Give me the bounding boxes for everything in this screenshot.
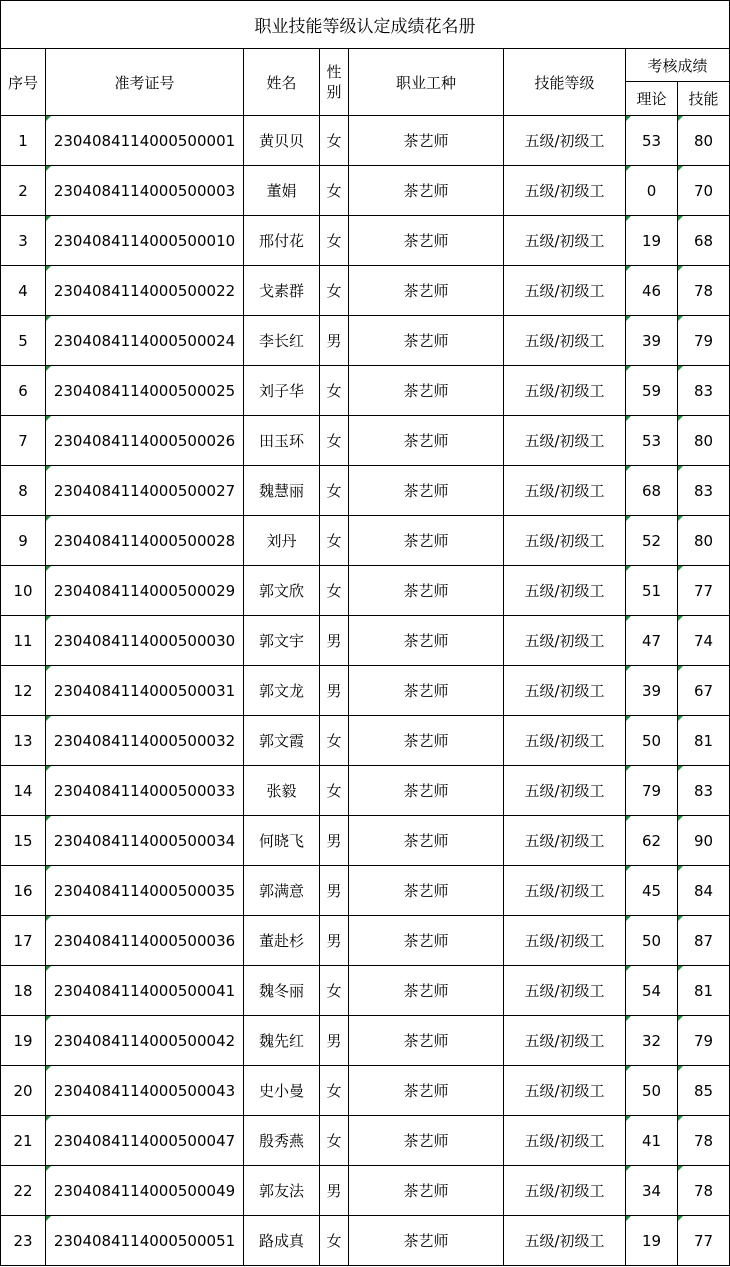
- cell-name: 路成真: [244, 1216, 320, 1266]
- cell-level: 五级/初级工: [504, 1016, 626, 1066]
- cell-theory: 62: [626, 816, 678, 866]
- cell-seq: 8: [1, 466, 46, 516]
- cell-name: 郭文霞: [244, 716, 320, 766]
- cell-seq: 22: [1, 1166, 46, 1216]
- table-row: [1, 166, 730, 216]
- cell-occupation: 茶艺师: [349, 816, 504, 866]
- table-row: [1, 266, 730, 316]
- table-row: [1, 916, 730, 966]
- cell-skill: 83: [678, 466, 730, 516]
- cell-seq: 18: [1, 966, 46, 1016]
- table-row: [1, 216, 730, 266]
- cell-name: 魏先红: [244, 1016, 320, 1066]
- header-level: 技能等级: [504, 49, 626, 116]
- cell-name: 魏冬丽: [244, 966, 320, 1016]
- cell-level: 五级/初级工: [504, 466, 626, 516]
- cell-theory: 19: [626, 1216, 678, 1266]
- cell-theory: 19: [626, 216, 678, 266]
- cell-occupation: 茶艺师: [349, 916, 504, 966]
- cell-occupation: 茶艺师: [349, 1016, 504, 1066]
- cell-sex: 女: [320, 366, 349, 416]
- cell-name: 殷秀燕: [244, 1116, 320, 1166]
- cell-occupation: 茶艺师: [349, 566, 504, 616]
- table-row: [1, 816, 730, 866]
- cell-skill: 85: [678, 1066, 730, 1116]
- cell-level: 五级/初级工: [504, 966, 626, 1016]
- cell-occupation: 茶艺师: [349, 1066, 504, 1116]
- cell-seq: 17: [1, 916, 46, 966]
- cell-name: 黄贝贝: [244, 116, 320, 166]
- cell-name: 郭满意: [244, 866, 320, 916]
- cell-occupation: 茶艺师: [349, 716, 504, 766]
- cell-seq: 14: [1, 766, 46, 816]
- cell-skill: 80: [678, 116, 730, 166]
- cell-sex: 男: [320, 616, 349, 666]
- table-row: [1, 416, 730, 466]
- header-exam-id: 准考证号: [46, 49, 244, 116]
- cell-occupation: 茶艺师: [349, 516, 504, 566]
- cell-theory: 53: [626, 116, 678, 166]
- cell-theory: 39: [626, 666, 678, 716]
- cell-theory: 47: [626, 616, 678, 666]
- cell-seq: 20: [1, 1066, 46, 1116]
- cell-name: 邢付花: [244, 216, 320, 266]
- cell-name: 董娟: [244, 166, 320, 216]
- cell-level: 五级/初级工: [504, 1216, 626, 1266]
- cell-exam-id: 2304084114000500022: [46, 266, 244, 316]
- cell-exam-id: 2304084114000500031: [46, 666, 244, 716]
- cell-level: 五级/初级工: [504, 816, 626, 866]
- cell-name: 田玉环: [244, 416, 320, 466]
- table-row: [1, 1216, 730, 1266]
- cell-exam-id: 2304084114000500034: [46, 816, 244, 866]
- cell-name: 刘子华: [244, 366, 320, 416]
- cell-sex: 男: [320, 916, 349, 966]
- cell-occupation: 茶艺师: [349, 866, 504, 916]
- cell-theory: 79: [626, 766, 678, 816]
- table-row: [1, 366, 730, 416]
- cell-occupation: 茶艺师: [349, 1216, 504, 1266]
- cell-sex: 女: [320, 1216, 349, 1266]
- cell-skill: 77: [678, 1216, 730, 1266]
- cell-level: 五级/初级工: [504, 166, 626, 216]
- cell-sex: 女: [320, 516, 349, 566]
- cell-occupation: 茶艺师: [349, 766, 504, 816]
- cell-sex: 女: [320, 966, 349, 1016]
- header-scores: 考核成绩: [626, 49, 730, 82]
- header-skill: 技能: [678, 82, 730, 116]
- cell-sex: 男: [320, 816, 349, 866]
- cell-name: 李长红: [244, 316, 320, 366]
- header-seq: 序号: [1, 49, 46, 116]
- cell-exam-id: 2304084114000500030: [46, 616, 244, 666]
- cell-name: 史小曼: [244, 1066, 320, 1116]
- cell-seq: 21: [1, 1116, 46, 1166]
- cell-seq: 2: [1, 166, 46, 216]
- cell-occupation: 茶艺师: [349, 616, 504, 666]
- cell-exam-id: 2304084114000500001: [46, 116, 244, 166]
- cell-theory: 54: [626, 966, 678, 1016]
- cell-skill: 79: [678, 316, 730, 366]
- cell-name: 董赴杉: [244, 916, 320, 966]
- cell-occupation: 茶艺师: [349, 266, 504, 316]
- cell-seq: 7: [1, 416, 46, 466]
- cell-skill: 84: [678, 866, 730, 916]
- cell-theory: 50: [626, 716, 678, 766]
- cell-name: 戈素群: [244, 266, 320, 316]
- cell-exam-id: 2304084114000500027: [46, 466, 244, 516]
- cell-level: 五级/初级工: [504, 566, 626, 616]
- cell-level: 五级/初级工: [504, 1066, 626, 1116]
- cell-sex: 女: [320, 166, 349, 216]
- cell-skill: 80: [678, 516, 730, 566]
- cell-theory: 53: [626, 416, 678, 466]
- cell-theory: 46: [626, 266, 678, 316]
- cell-level: 五级/初级工: [504, 616, 626, 666]
- cell-sex: 女: [320, 416, 349, 466]
- cell-exam-id: 2304084114000500025: [46, 366, 244, 416]
- cell-level: 五级/初级工: [504, 216, 626, 266]
- cell-sex: 女: [320, 716, 349, 766]
- cell-seq: 19: [1, 1016, 46, 1066]
- cell-sex: 女: [320, 266, 349, 316]
- table-row: [1, 766, 730, 816]
- cell-theory: 68: [626, 466, 678, 516]
- table-row: [1, 1116, 730, 1166]
- cell-sex: 男: [320, 1166, 349, 1216]
- cell-exam-id: 2304084114000500036: [46, 916, 244, 966]
- page-title: 职业技能等级认定成绩花名册: [1, 1, 730, 49]
- cell-name: 刘丹: [244, 516, 320, 566]
- cell-occupation: 茶艺师: [349, 1116, 504, 1166]
- cell-name: 郭文欣: [244, 566, 320, 616]
- cell-level: 五级/初级工: [504, 266, 626, 316]
- cell-seq: 10: [1, 566, 46, 616]
- cell-exam-id: 2304084114000500049: [46, 1166, 244, 1216]
- cell-skill: 70: [678, 166, 730, 216]
- cell-sex: 男: [320, 866, 349, 916]
- cell-exam-id: 2304084114000500042: [46, 1016, 244, 1066]
- cell-level: 五级/初级工: [504, 666, 626, 716]
- cell-exam-id: 2304084114000500043: [46, 1066, 244, 1116]
- cell-seq: 4: [1, 266, 46, 316]
- cell-seq: 5: [1, 316, 46, 366]
- title-row: [1, 1, 730, 49]
- table-row: [1, 466, 730, 516]
- cell-occupation: 茶艺师: [349, 166, 504, 216]
- table-row: [1, 1066, 730, 1116]
- cell-exam-id: 2304084114000500026: [46, 416, 244, 466]
- cell-level: 五级/初级工: [504, 866, 626, 916]
- cell-sex: 女: [320, 216, 349, 266]
- table-row: [1, 1016, 730, 1066]
- cell-skill: 90: [678, 816, 730, 866]
- cell-exam-id: 2304084114000500051: [46, 1216, 244, 1266]
- cell-skill: 81: [678, 716, 730, 766]
- cell-skill: 83: [678, 366, 730, 416]
- cell-sex: 男: [320, 1016, 349, 1066]
- cell-level: 五级/初级工: [504, 716, 626, 766]
- cell-level: 五级/初级工: [504, 766, 626, 816]
- cell-skill: 68: [678, 216, 730, 266]
- cell-occupation: 茶艺师: [349, 1166, 504, 1216]
- table-row: [1, 966, 730, 1016]
- cell-seq: 11: [1, 616, 46, 666]
- cell-name: 郭文宇: [244, 616, 320, 666]
- cell-sex: 女: [320, 116, 349, 166]
- table-row: [1, 866, 730, 916]
- cell-seq: 16: [1, 866, 46, 916]
- header-sex: [320, 49, 349, 116]
- cell-level: 五级/初级工: [504, 316, 626, 366]
- cell-sex: 男: [320, 666, 349, 716]
- cell-seq: 23: [1, 1216, 46, 1266]
- cell-level: 五级/初级工: [504, 916, 626, 966]
- cell-name: 何晓飞: [244, 816, 320, 866]
- cell-level: 五级/初级工: [504, 516, 626, 566]
- cell-name: 魏慧丽: [244, 466, 320, 516]
- cell-seq: 6: [1, 366, 46, 416]
- cell-sex: 女: [320, 1116, 349, 1166]
- cell-skill: 79: [678, 1016, 730, 1066]
- cell-sex: 女: [320, 566, 349, 616]
- header-name: 姓名: [244, 49, 320, 116]
- cell-occupation: 茶艺师: [349, 416, 504, 466]
- cell-skill: 78: [678, 1166, 730, 1216]
- cell-skill: 87: [678, 916, 730, 966]
- cell-occupation: 茶艺师: [349, 216, 504, 266]
- cell-seq: 13: [1, 716, 46, 766]
- cell-occupation: 茶艺师: [349, 366, 504, 416]
- cell-exam-id: 2304084114000500047: [46, 1116, 244, 1166]
- cell-seq: 15: [1, 816, 46, 866]
- cell-theory: 51: [626, 566, 678, 616]
- cell-exam-id: 2304084114000500029: [46, 566, 244, 616]
- cell-theory: 59: [626, 366, 678, 416]
- cell-seq: 9: [1, 516, 46, 566]
- cell-skill: 80: [678, 416, 730, 466]
- cell-seq: 3: [1, 216, 46, 266]
- cell-exam-id: 2304084114000500041: [46, 966, 244, 1016]
- header-row-1: [1, 49, 730, 82]
- table-row: [1, 1166, 730, 1216]
- cell-theory: 45: [626, 866, 678, 916]
- cell-theory: 39: [626, 316, 678, 366]
- cell-occupation: 茶艺师: [349, 316, 504, 366]
- cell-occupation: 茶艺师: [349, 116, 504, 166]
- cell-level: 五级/初级工: [504, 116, 626, 166]
- cell-sex: 女: [320, 466, 349, 516]
- cell-exam-id: 2304084114000500033: [46, 766, 244, 816]
- cell-exam-id: 2304084114000500003: [46, 166, 244, 216]
- table-row: [1, 566, 730, 616]
- header-sex-line2: 别: [326, 83, 342, 101]
- cell-level: 五级/初级工: [504, 1166, 626, 1216]
- table-row: [1, 116, 730, 166]
- cell-sex: 女: [320, 766, 349, 816]
- header-occupation: 职业工种: [349, 49, 504, 116]
- cell-theory: 52: [626, 516, 678, 566]
- cell-sex: 女: [320, 1066, 349, 1116]
- cell-skill: 77: [678, 566, 730, 616]
- roster-body: [1, 1, 730, 1266]
- cell-theory: 0: [626, 166, 678, 216]
- cell-theory: 50: [626, 1066, 678, 1116]
- cell-occupation: 茶艺师: [349, 966, 504, 1016]
- cell-exam-id: 2304084114000500032: [46, 716, 244, 766]
- cell-seq: 12: [1, 666, 46, 716]
- cell-exam-id: 2304084114000500035: [46, 866, 244, 916]
- cell-name: 张毅: [244, 766, 320, 816]
- cell-occupation: 茶艺师: [349, 466, 504, 516]
- table-row: [1, 316, 730, 366]
- cell-seq: 1: [1, 116, 46, 166]
- cell-exam-id: 2304084114000500010: [46, 216, 244, 266]
- cell-theory: 32: [626, 1016, 678, 1066]
- cell-occupation: 茶艺师: [349, 666, 504, 716]
- cell-name: 郭文龙: [244, 666, 320, 716]
- cell-level: 五级/初级工: [504, 416, 626, 466]
- cell-exam-id: 2304084114000500028: [46, 516, 244, 566]
- table-row: [1, 516, 730, 566]
- cell-theory: 50: [626, 916, 678, 966]
- table-row: [1, 666, 730, 716]
- cell-theory: 41: [626, 1116, 678, 1166]
- cell-exam-id: 2304084114000500024: [46, 316, 244, 366]
- cell-skill: 83: [678, 766, 730, 816]
- cell-skill: 78: [678, 1116, 730, 1166]
- cell-level: 五级/初级工: [504, 366, 626, 416]
- table-row: [1, 716, 730, 766]
- cell-theory: 34: [626, 1166, 678, 1216]
- cell-skill: 67: [678, 666, 730, 716]
- header-sex-line1: 性: [326, 63, 342, 81]
- cell-skill: 81: [678, 966, 730, 1016]
- table-row: [1, 616, 730, 666]
- cell-sex: 男: [320, 316, 349, 366]
- header-theory: 理论: [626, 82, 678, 116]
- cell-skill: 74: [678, 616, 730, 666]
- cell-name: 郭友法: [244, 1166, 320, 1216]
- cell-skill: 78: [678, 266, 730, 316]
- cell-level: 五级/初级工: [504, 1116, 626, 1166]
